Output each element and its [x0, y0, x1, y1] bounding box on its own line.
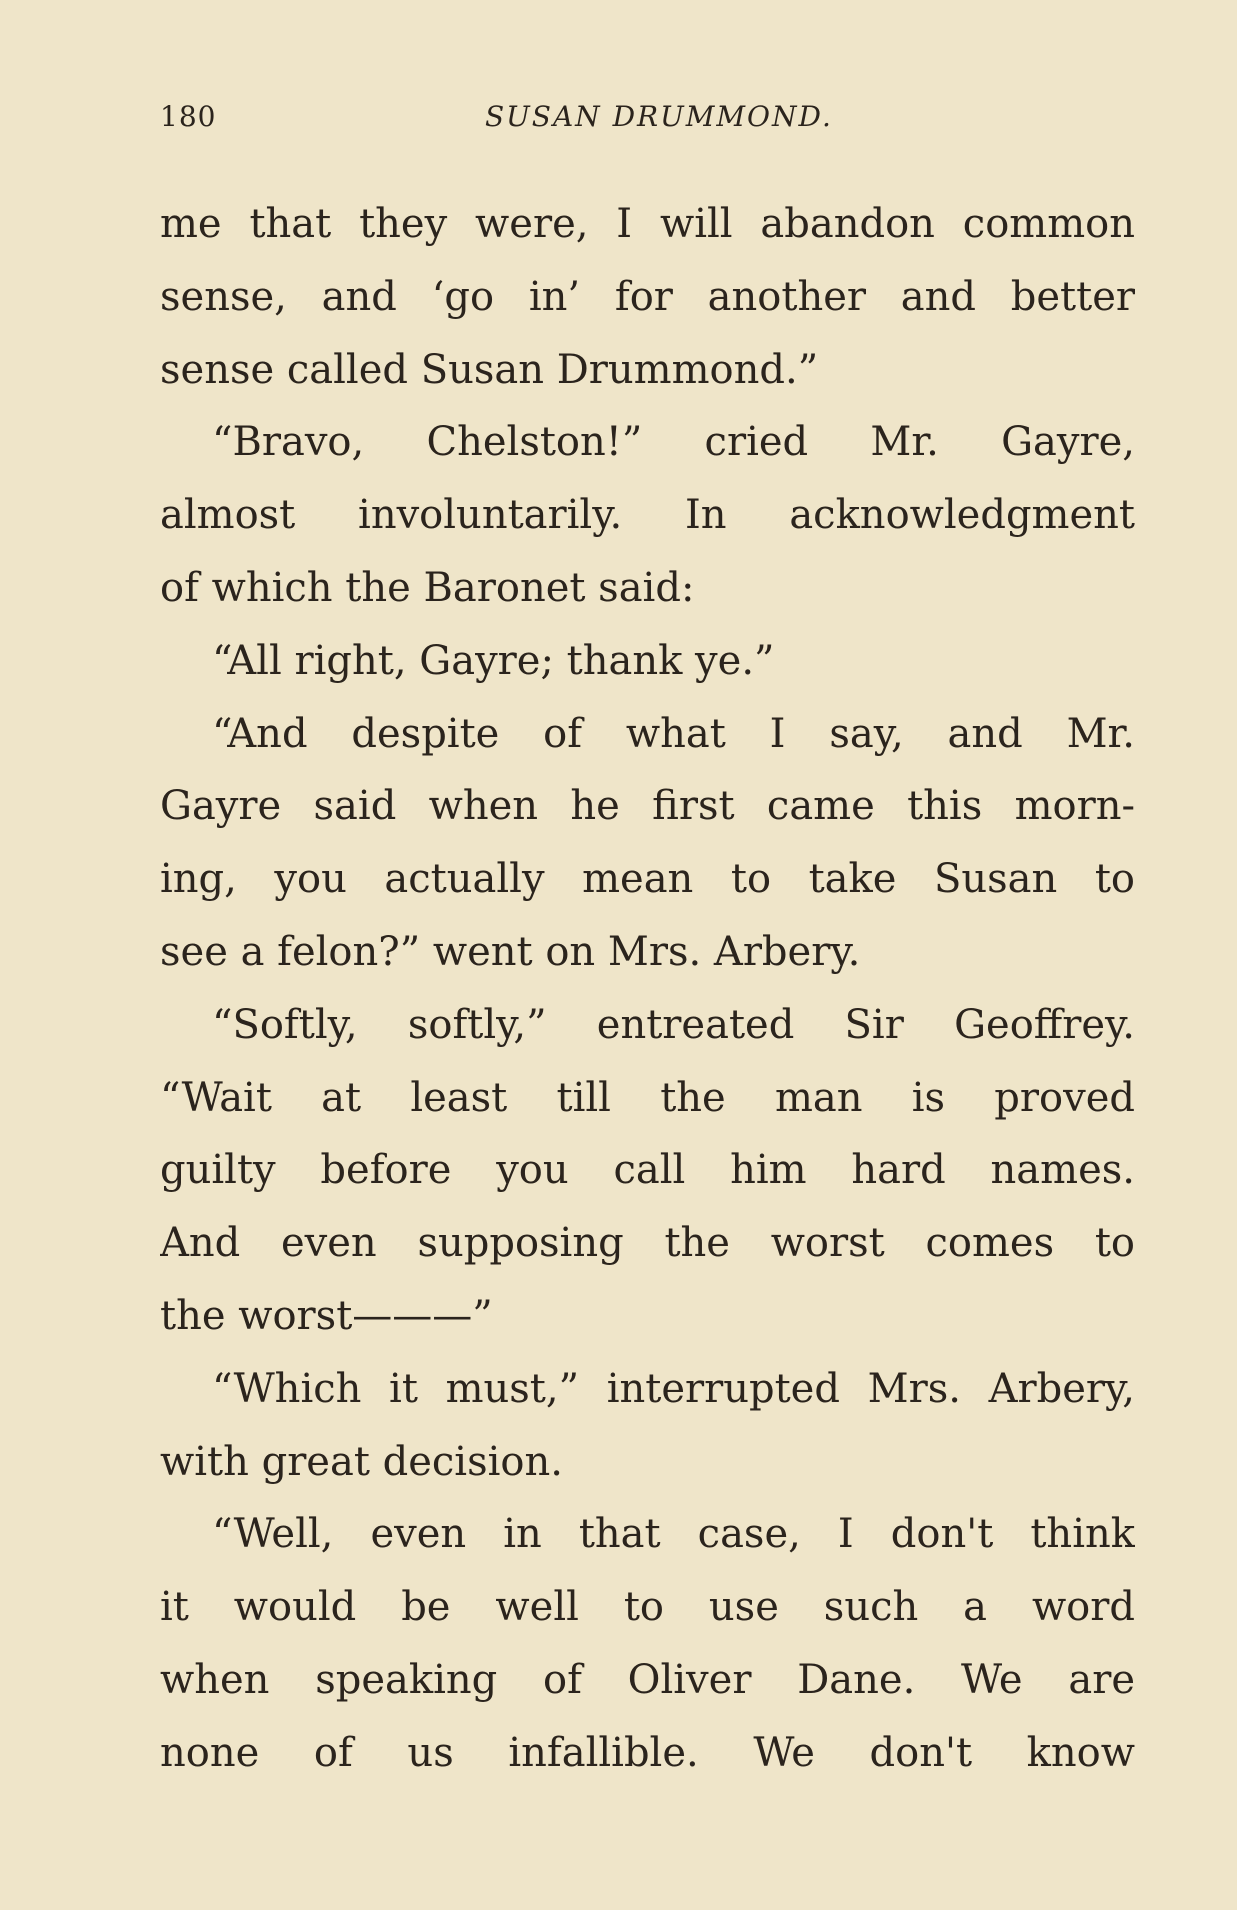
text-line: ing, you actually mean to take Susan to	[160, 856, 1135, 903]
body-text	[160, 188, 1135, 1790]
text-line: And even supposing the worst comes to	[160, 1220, 1135, 1267]
text-line: none of us infallible. We don't know	[160, 1729, 1135, 1776]
text-line: sense called Susan Drummond.”	[160, 346, 819, 393]
text-line: the worst———”	[160, 1292, 493, 1339]
page-header	[160, 100, 1135, 140]
text-line: “And despite of what I say, and Mr.	[212, 710, 1135, 757]
text-line: of which the Baronet said:	[160, 564, 695, 611]
text-line: “All right, Gayre; thank ye.”	[212, 637, 775, 684]
running-title: SUSAN DRUMMOND.	[485, 100, 833, 133]
page-number: 180	[160, 100, 217, 133]
text-line: see a felon?” went on Mrs. Arbery.	[160, 928, 861, 975]
text-line: “Which it must,” interrupted Mrs. Arbery,	[212, 1365, 1135, 1412]
text-line: when speaking of Oliver Dane. We are	[160, 1656, 1135, 1703]
text-line: with great decision.	[160, 1438, 563, 1485]
text-line: Gayre said when he first came this morn-	[160, 783, 1135, 830]
text-line: it would be well to use such a word	[160, 1584, 1135, 1631]
text-line: “Well, even in that case, I don't think	[212, 1511, 1135, 1558]
text-line: “Bravo, Chelston!” cried Mr. Gayre,	[212, 419, 1135, 466]
text-line: guilty before you call him hard names.	[160, 1147, 1135, 1194]
text-line: almost involuntarily. In acknowledgment	[160, 492, 1135, 539]
text-line: me that they were, I will abandon common	[160, 201, 1135, 247]
text-line: “Softly, softly,” entreated Sir Geoffrey.	[212, 1001, 1135, 1048]
text-line: “Wait at least till the man is proved	[160, 1074, 1135, 1121]
text-line: sense, and ‘go in’ for another and better	[160, 273, 1135, 320]
